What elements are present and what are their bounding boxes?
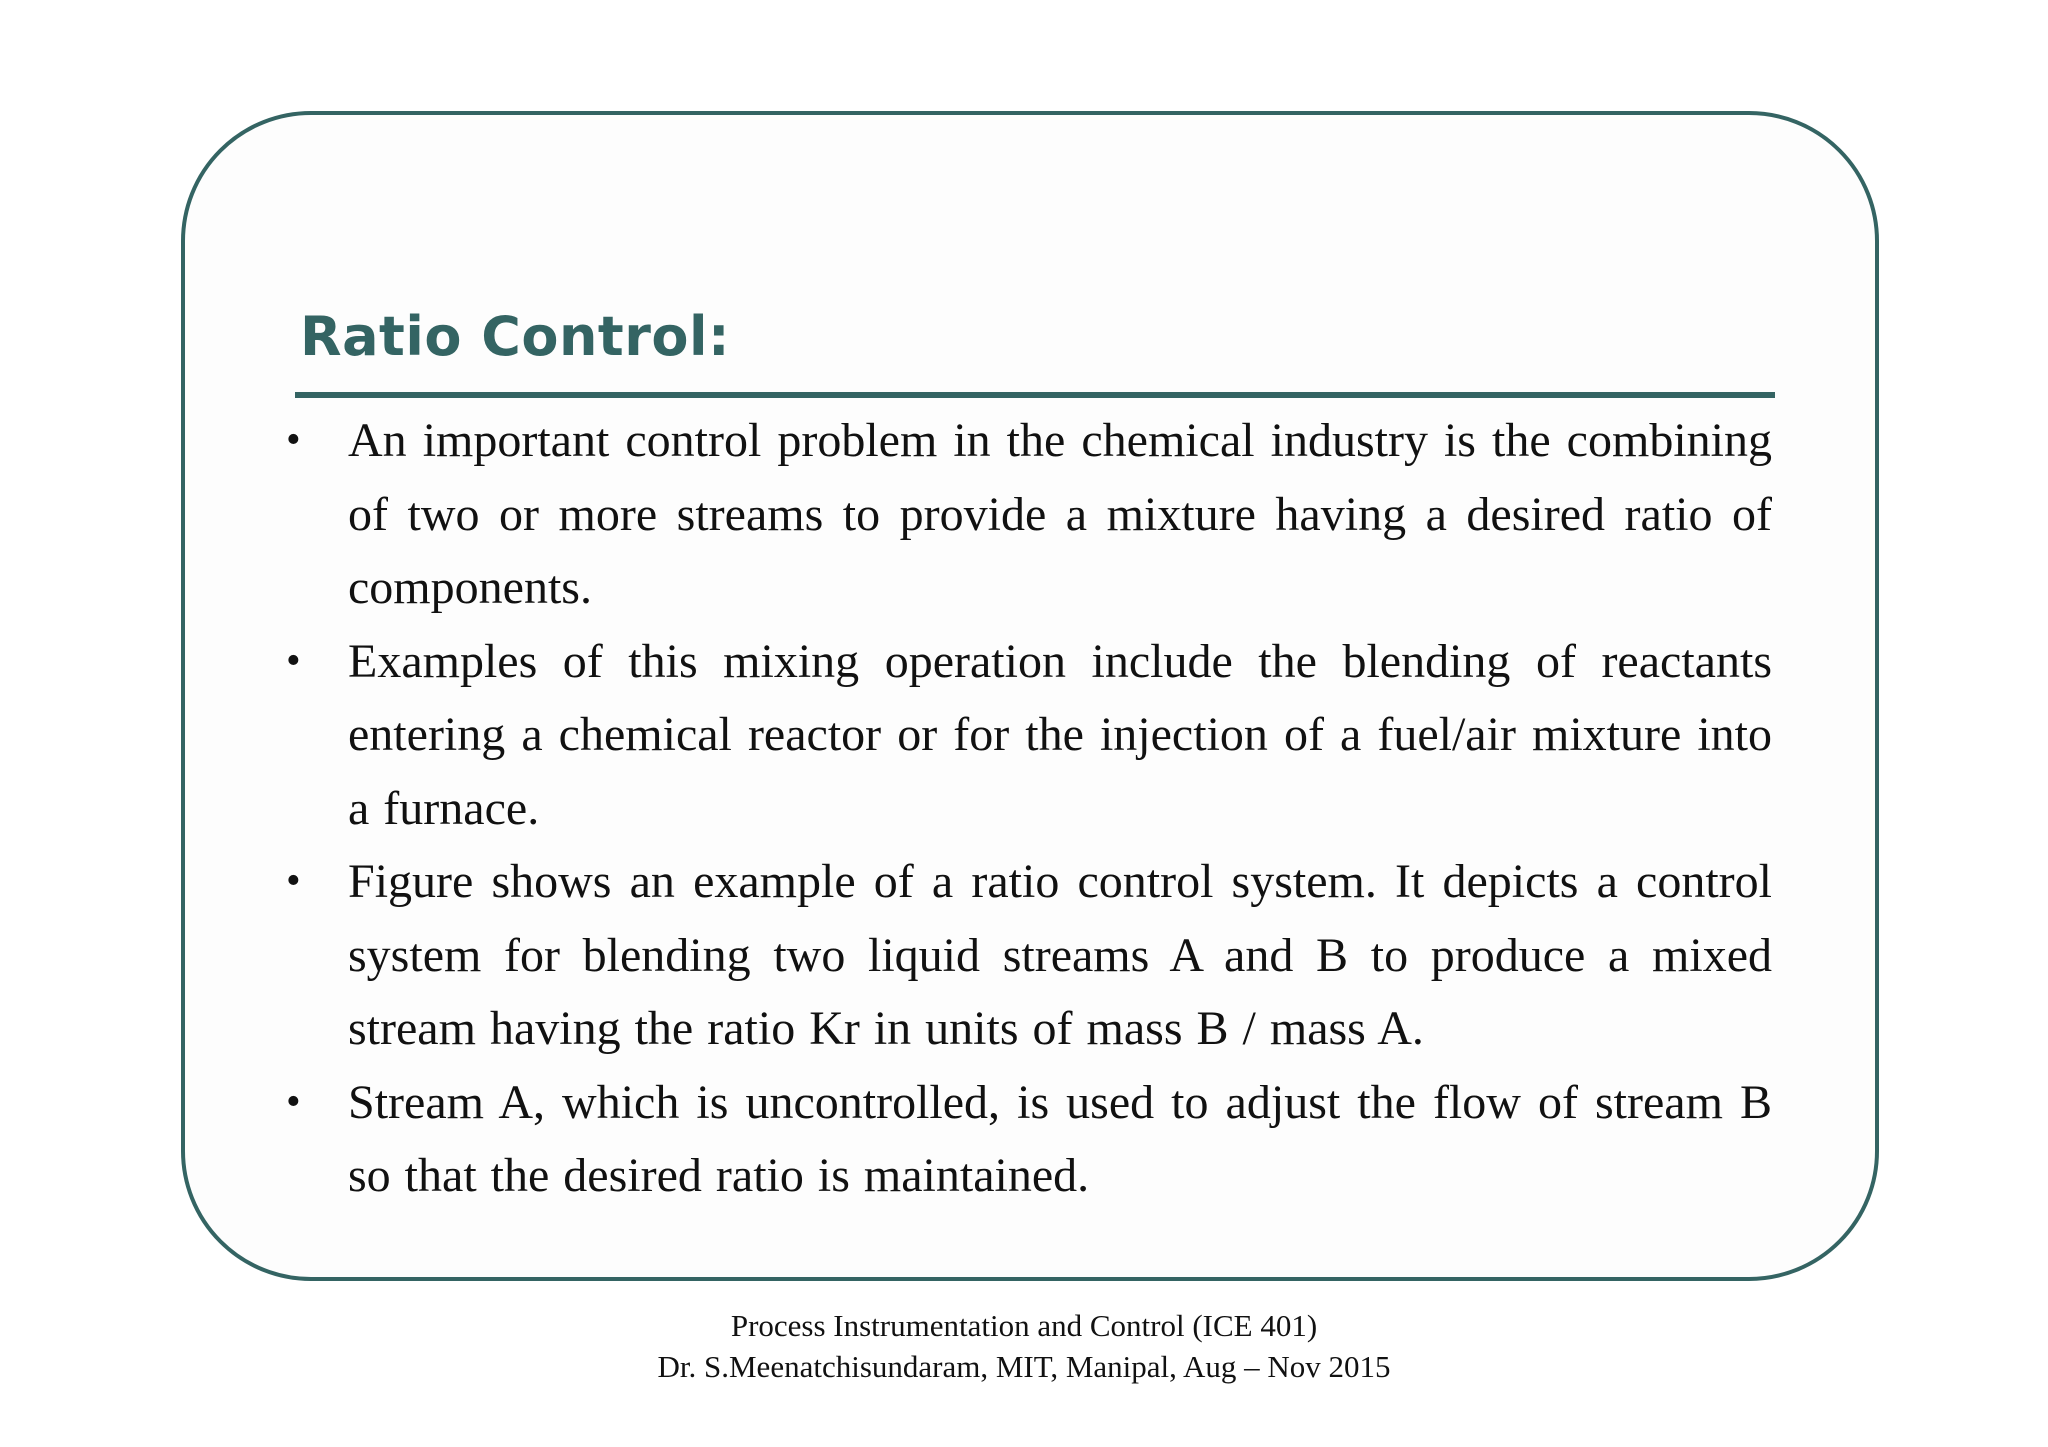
- footer-author: Dr. S.Meenatchisundaram, MIT, Manipal, Aug – Nov 2015: [657, 1349, 1391, 1384]
- bullet-dot-icon: •: [286, 858, 301, 904]
- bullet-item: [280, 625, 1772, 846]
- bullet-text: Stream A, which is uncontrolled, is used to adjust the flow of stream B so that the desired ratio is maintained.: [348, 1075, 1772, 1202]
- bullet-list: [280, 404, 1772, 1213]
- bullet-text: Figure shows an example of a ratio control system. It depicts a control system for blending two liquid streams A and B to produce a mixed stream having the ratio Kr in units of mass B / mass A.: [348, 855, 1772, 1055]
- bullet-item: [280, 1066, 1772, 1213]
- bullet-item: [280, 845, 1772, 1066]
- bullet-item: [280, 404, 1772, 625]
- bullet-dot-icon: •: [286, 1078, 301, 1125]
- bullet-text: An important control problem in the chemical industry is the combining of two or more streams to provide a mixture having a desired ratio of components.: [348, 414, 1772, 614]
- slide-title: Ratio Control:: [300, 305, 731, 368]
- footer-course: Process Instrumentation and Control (ICE 401): [730, 1308, 1318, 1343]
- bullet-dot-icon: •: [286, 417, 301, 463]
- bullet-text: Examples of this mixing operation include the blending of reactants entering a chemical reactor or for the injection of a fuel/air mixture into a furnace.: [348, 634, 1772, 835]
- bullet-dot-icon: •: [286, 637, 301, 684]
- title-underline: [295, 392, 1775, 398]
